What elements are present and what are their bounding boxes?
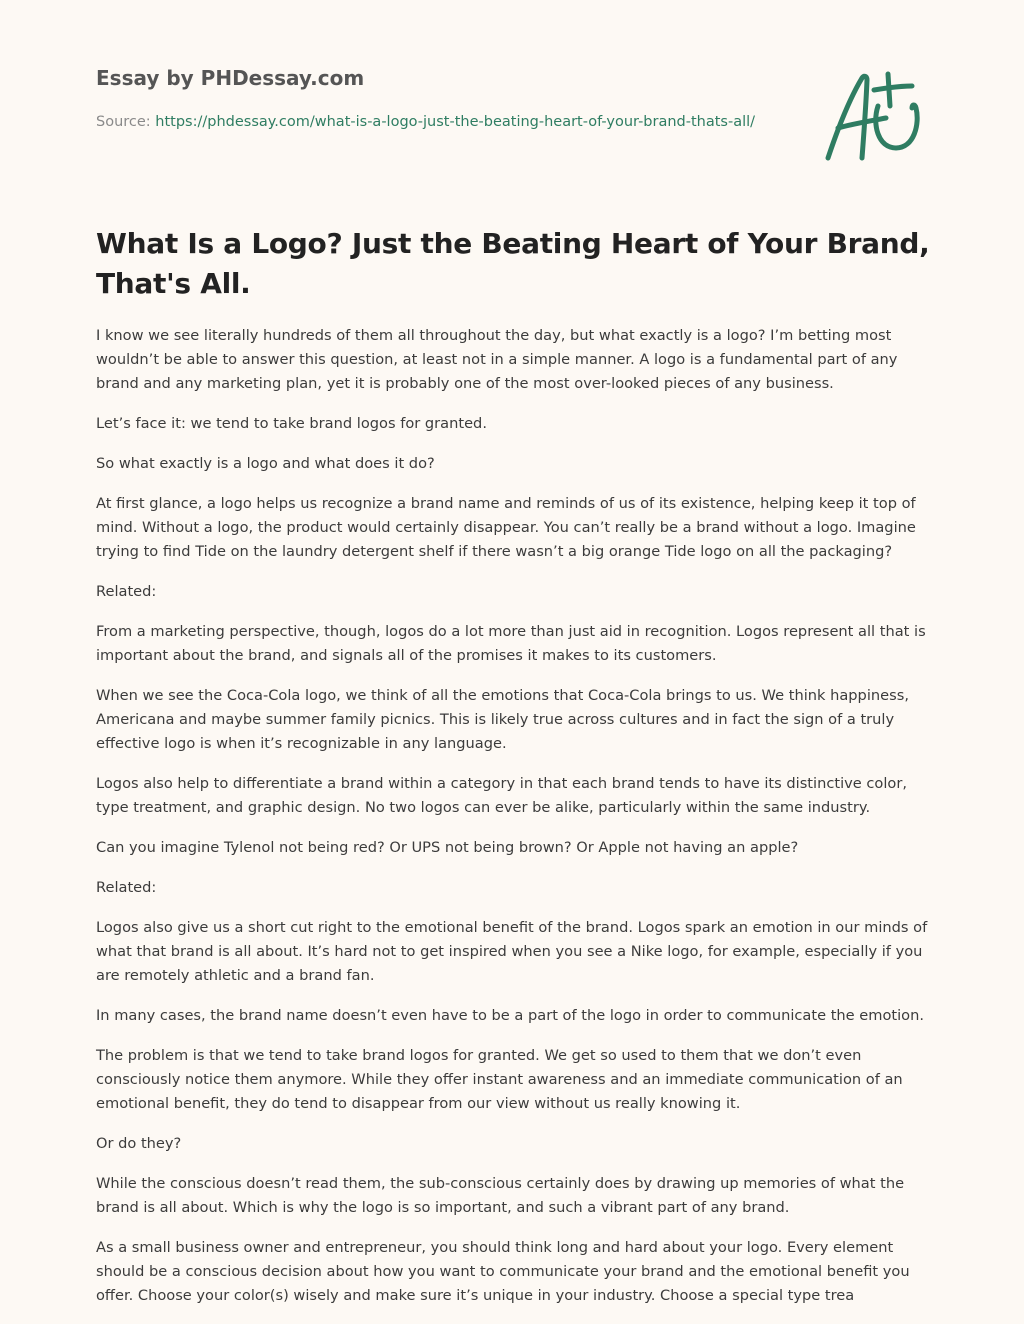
source-line — [96, 110, 756, 134]
paragraph: At first glance, a logo helps us recognize a brand name and reminds of us of its existence, helping keep it top of mind. Without a logo, the product would certainly disappear. You can’t really be a brand without a logo. Imagine trying to find Tide on the laundry detergent shelf if there wasn’t a big orange Tide logo on all the packaging? — [96, 495, 916, 560]
paragraph: Let’s face it: we tend to take brand logos for granted. — [96, 415, 487, 432]
paragraph: When we see the Coca-Cola logo, we think of all the emotions that Coca-Cola brings to us. We think happiness, Americana and maybe summer family picnics. This is likely true across cultures and in fact the sign of a truly effective logo is when it’s recognizable in any language. — [96, 687, 909, 752]
paragraph: So what exactly is a logo and what does it do? — [96, 455, 435, 472]
paragraph: From a marketing perspective, though, logos do a lot more than just aid in recognition. Logos represent all that is important about the brand, and signals all of the promises it makes to its customers. — [96, 623, 926, 664]
site-brand: Essay by PHDessay.com — [96, 66, 365, 90]
article-title: What Is a Logo? Just the Beating Heart of Your Brand, That's All. — [96, 227, 930, 300]
article-body — [96, 324, 932, 1324]
paragraph: Or do they? — [96, 1135, 182, 1152]
paragraph: While the conscious doesn’t read them, the sub-conscious certainly does by drawing up memories of what the brand is all about. Which is why the logo is so important, and such a vibrant part of any brand. — [96, 1175, 905, 1216]
paragraph: Logos also give us a short cut right to the emotional benefit of the brand. Logos spark an emotion in our minds of what that brand is all about. It’s hard not to get inspired when you see a Nike logo, for example, especially if you are remotely athletic and a brand fan. — [96, 919, 928, 984]
paragraph: Logos also help to differentiate a brand within a category in that each brand tends to have its distinctive color, type treatment, and graphic design. No two logos can ever be alike, particularly within the same industry. — [96, 775, 907, 816]
page-header — [96, 64, 756, 134]
paragraph: The problem is that we tend to take brand logos for granted. We get so used to them that we don’t even consciously notice them anymore. While they offer instant awareness and an immediate communication of an emotional benefit, they do tend to disappear from our view without us really knowing it. — [96, 1047, 903, 1112]
paragraph: Related: — [96, 583, 157, 600]
paragraph: Related: — [96, 879, 157, 896]
paragraph: As a small business owner and entrepreneur, you should think long and hard about your logo. Every element should be a conscious decision about how you want to communicate your brand and the emotional benefit you offer. Choose your color(s) wisely and make sure it’s unique in your industry. Choose a special type trea — [96, 1239, 910, 1304]
paragraph: I know we see literally hundreds of them all throughout the day, but what exactly is a logo? I’m betting most wouldn’t be able to answer this question, at least not in a simple manner. A logo is a fundamental part of any brand and any marketing plan, yet it is probably one of the most over-looked pieces of any business. — [96, 327, 898, 392]
source-label: Source: — [96, 114, 156, 130]
source-link[interactable]: https://phdessay.com/what-is-a-logo-just-the-beating-heart-of-your-brand-thats-all/ — [155, 114, 756, 130]
a-plus-logo-icon — [820, 66, 930, 166]
paragraph: Can you imagine Tylenol not being red? Or UPS not being brown? Or Apple not having an apple? — [96, 839, 799, 856]
a-plus-logo — [820, 66, 930, 166]
paragraph: In many cases, the brand name doesn’t even have to be a part of the logo in order to communicate the emotion. — [96, 1007, 924, 1024]
